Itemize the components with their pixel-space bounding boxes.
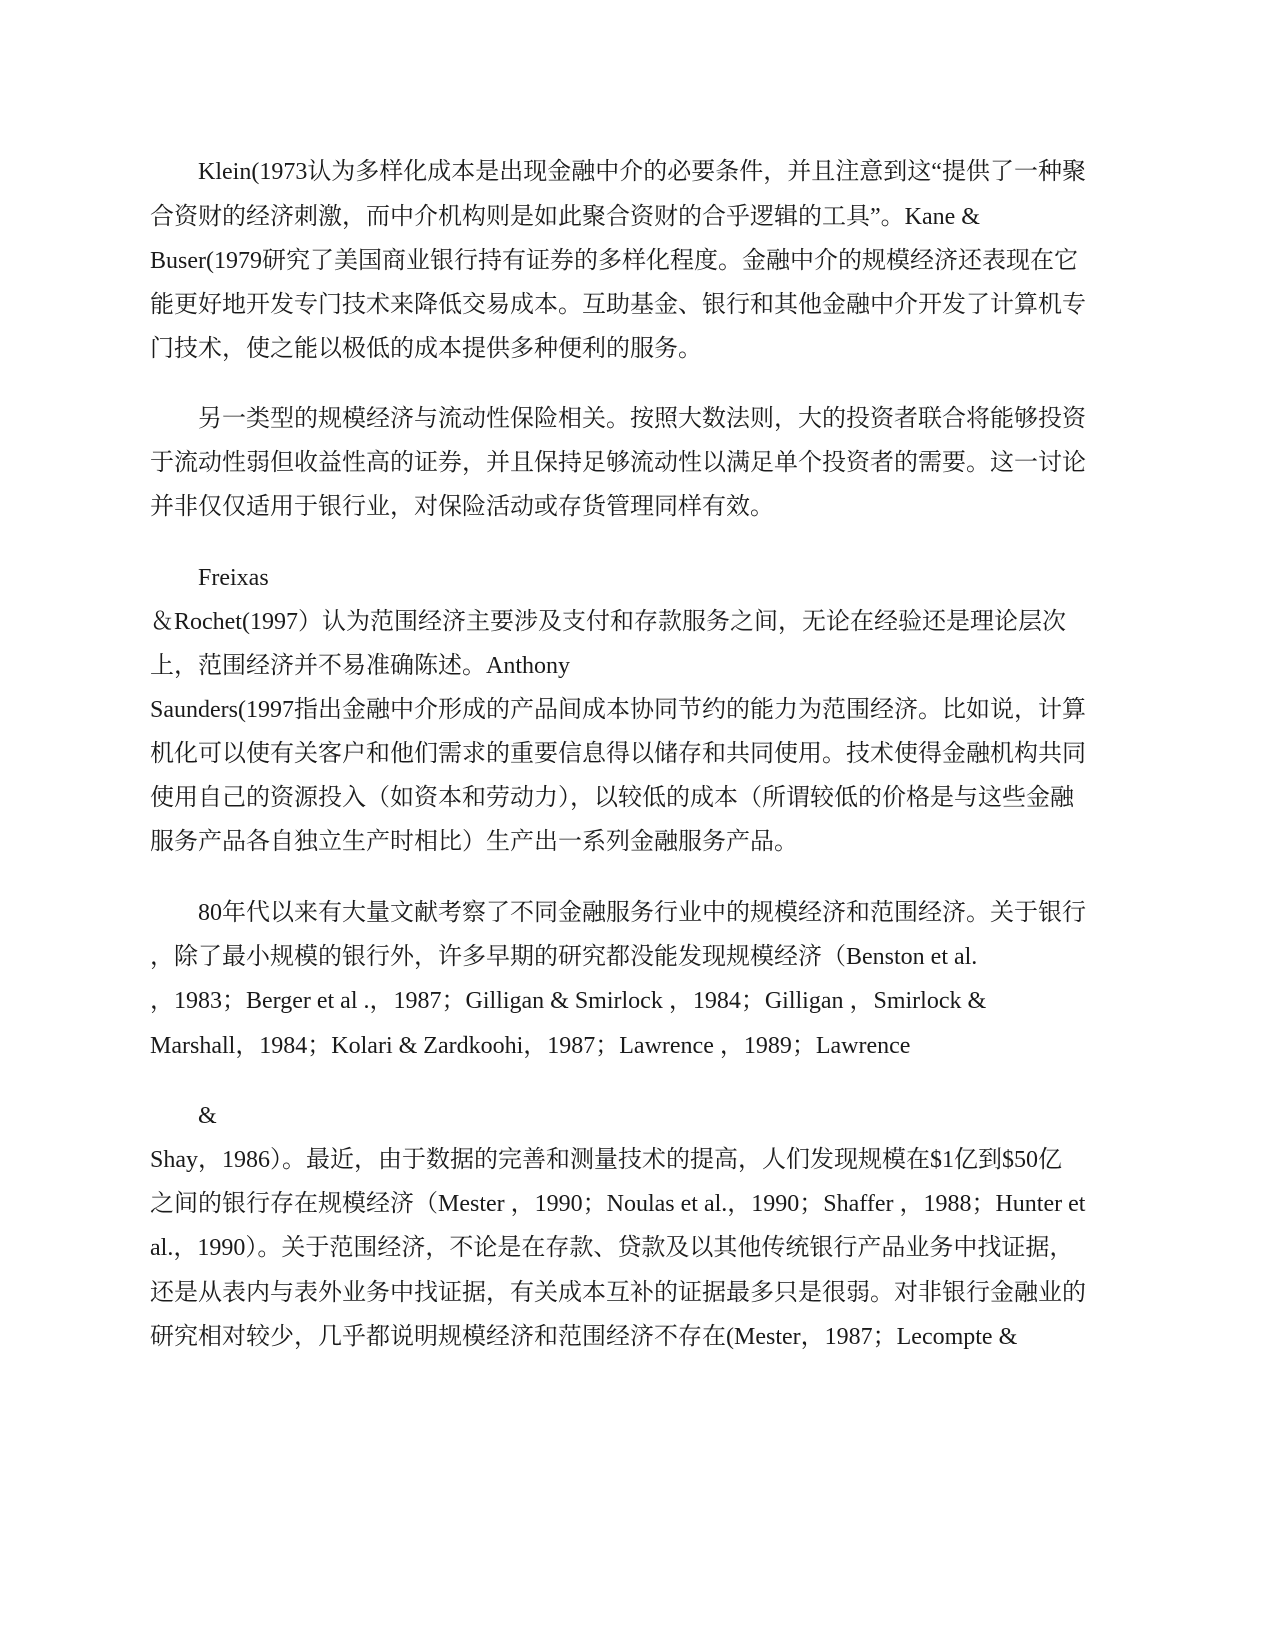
paragraph-3-line-2: ＆Rochet(1997）认为范围经济主要涉及支付和存款服务之间，无论在经验还是理论层次 bbox=[150, 609, 1066, 635]
paragraph-4-line-3: ，1983；Berger et al .，1987；Gilligan & Smirlock ，1984；Gilligan ，Smirlock & bbox=[150, 988, 987, 1014]
paragraph-5-line-3: 之间的银行存在规模经济（Mester ，1990；Noulas et al.，1990；Shaffer ，1988；Hunter et bbox=[150, 1191, 1086, 1217]
paragraph-3-line-7: 服务产品各自独立生产时相比）生产出一系列金融服务产品。 bbox=[150, 829, 798, 855]
paragraph-2-line-2: 于流动性弱但收益性高的证券，并且保持足够流动性以满足单个投资者的需要。这一讨论 bbox=[150, 450, 1086, 476]
paragraph-5-line-6: 研究相对较少，几乎都说明规模经济和范围经济不存在(Mester，1987；Lecompte & bbox=[150, 1324, 1018, 1350]
paragraph-5-line-2: Shay，1986）。最近，由于数据的完善和测量技术的提高，人们发现规模在$1亿到$50亿 bbox=[150, 1147, 1062, 1173]
paragraph-3-line-1: Freixas bbox=[198, 565, 269, 591]
paragraph-2-line-1: 另一类型的规模经济与流动性保险相关。按照大数法则，大的投资者联合将能够投资 bbox=[198, 406, 1086, 432]
paragraph-1-line-2: 合资财的经济刺激，而中介机构则是如此聚合资财的合乎逻辑的工具”。Kane & bbox=[150, 204, 980, 230]
paragraph-4-line-2: ，除了最小规模的银行外，许多早期的研究都没能发现规模经济（Benston et al. bbox=[150, 944, 978, 970]
paragraph-1-line-3: Buser(1979研究了美国商业银行持有证券的多样化程度。金融中介的规模经济还表现在它 bbox=[150, 248, 1078, 274]
paragraph-5-line-4: al.，1990）。关于范围经济，不论是在存款、贷款及以其他传统银行产品业务中找证据， bbox=[150, 1235, 1074, 1261]
paragraph-4-line-4: Marshall，1984；Kolari & Zardkoohi，1987；Lawrence ，1989；Lawrence bbox=[150, 1033, 911, 1059]
paragraph-1-line-4: 能更好地开发专门技术来降低交易成本。互助基金、银行和其他金融中介开发了计算机专 bbox=[150, 292, 1086, 318]
paragraph-3-line-3: 上，范围经济并不易准确陈述。Anthony bbox=[150, 653, 570, 679]
paragraph-4-line-1: 80年代以来有大量文献考察了不同金融服务行业中的规模经济和范围经济。关于银行 bbox=[198, 900, 1086, 926]
paragraph-3-line-4: Saunders(1997指出金融中介形成的产品间成本协同节约的能力为范围经济。比如说，计算 bbox=[150, 697, 1086, 723]
paragraph-3-line-6: 使用自己的资源投入（如资本和劳动力），以较低的成本（所谓较低的价格是与这些金融 bbox=[150, 785, 1074, 811]
paragraph-5-line-5: 还是从表内与表外业务中找证据，有关成本互补的证据最多只是很弱。对非银行金融业的 bbox=[150, 1280, 1086, 1306]
paragraph-1-line-1: Klein(1973认为多样化成本是出现金融中介的必要条件，并且注意到这“提供了一种聚 bbox=[198, 159, 1086, 185]
paragraph-1-line-5: 门技术，使之能以极低的成本提供多种便利的服务。 bbox=[150, 336, 702, 362]
paragraph-3-line-5: 机化可以使有关客户和他们需求的重要信息得以储存和共同使用。技术使得金融机构共同 bbox=[150, 741, 1086, 767]
paragraph-2-line-3: 并非仅仅适用于银行业，对保险活动或存货管理同样有效。 bbox=[150, 494, 774, 520]
paragraph-5-line-1: & bbox=[198, 1103, 217, 1129]
